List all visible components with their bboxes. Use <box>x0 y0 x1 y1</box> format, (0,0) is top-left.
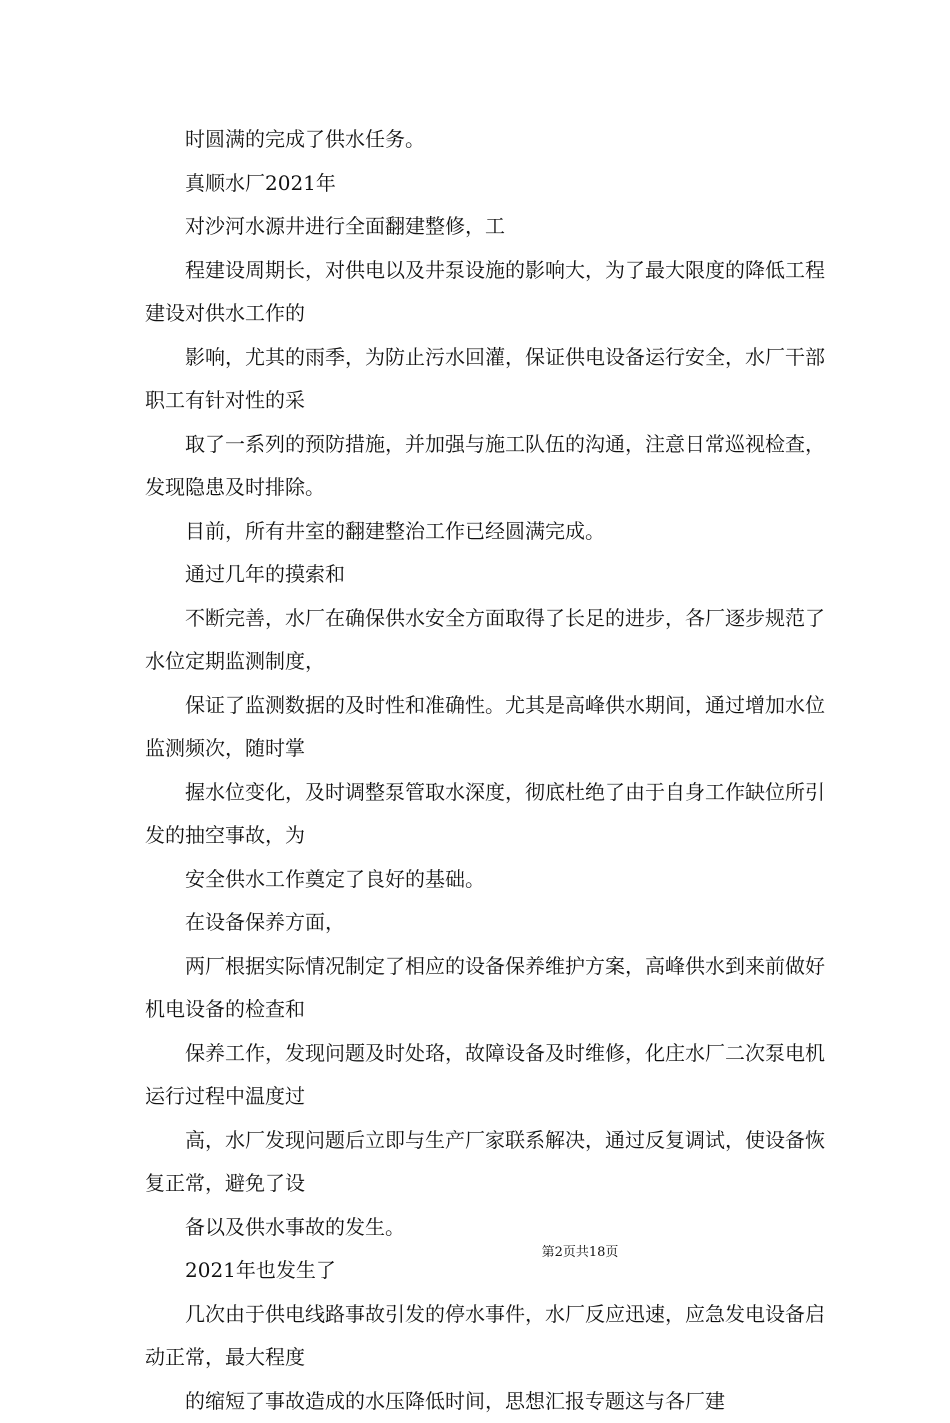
paragraph: 握水位变化，及时调整泵管取水深度，彻底杜绝了由于自身工作缺位所引发的抽空事故，为 <box>145 771 825 858</box>
paragraph: 安全供水工作奠定了良好的基础。 <box>145 858 825 902</box>
page-footer <box>0 1243 950 1263</box>
paragraph: 对沙河水源井进行全面翻建整修，工 <box>145 205 825 249</box>
paragraph: 目前，所有井室的翻建整治工作已经圆满完成。 <box>145 510 825 554</box>
paragraph: 的缩短了事故造成的水压降低时间，思想汇报专题这与各厂建 <box>145 1380 825 1423</box>
paragraph: 2021年也发生了 <box>145 1249 825 1293</box>
paragraph: 真顺水厂2021年 <box>145 162 825 206</box>
paragraph: 程建设周期长，对供电以及井泵设施的影响大，为了最大限度的降低工程建设对供水工作的 <box>145 249 825 336</box>
paragraph: 几次由于供电线路事故引发的停水事件，水厂反应迅速，应急发电设备启动正常，最大程度 <box>145 1293 825 1380</box>
paragraph: 在设备保养方面， <box>145 901 825 945</box>
paragraph: 取了一系列的预防措施，并加强与施工队伍的沟通，注意日常巡视检查，发现隐患及时排除。 <box>145 423 825 510</box>
paragraph: 时圆满的完成了供水任务。 <box>145 118 825 162</box>
paragraph: 通过几年的摸索和 <box>145 553 825 597</box>
paragraph: 不断完善，水厂在确保供水安全方面取得了长足的进步，各厂逐步规范了水位定期监测制度， <box>145 597 825 684</box>
paragraph: 高，水厂发现问题后立即与生产厂家联系解决，通过反复调试，使设备恢复正常，避免了设 <box>145 1119 825 1206</box>
paragraph: 保养工作，发现问题及时处珞，故障设备及时维修，化庄水厂二次泵电机运行过程中温度过 <box>145 1032 825 1119</box>
page-number-label: 第2页共18页 <box>542 1245 619 1260</box>
paragraph: 两厂根据实际情况制定了相应的设备保养维护方案，高峰供水到来前做好机电设备的检查和 <box>145 945 825 1032</box>
paragraph: 备以及供水事故的发生。 <box>145 1206 825 1250</box>
document-body <box>145 118 825 1423</box>
paragraph: 保证了监测数据的及时性和准确性。尤其是高峰供水期间，通过增加水位监测频次，随时掌 <box>145 684 825 771</box>
paragraph: 影响，尤其的雨季，为防止污水回灌，保证供电设备运行安全，水厂干部职工有针对性的采 <box>145 336 825 423</box>
